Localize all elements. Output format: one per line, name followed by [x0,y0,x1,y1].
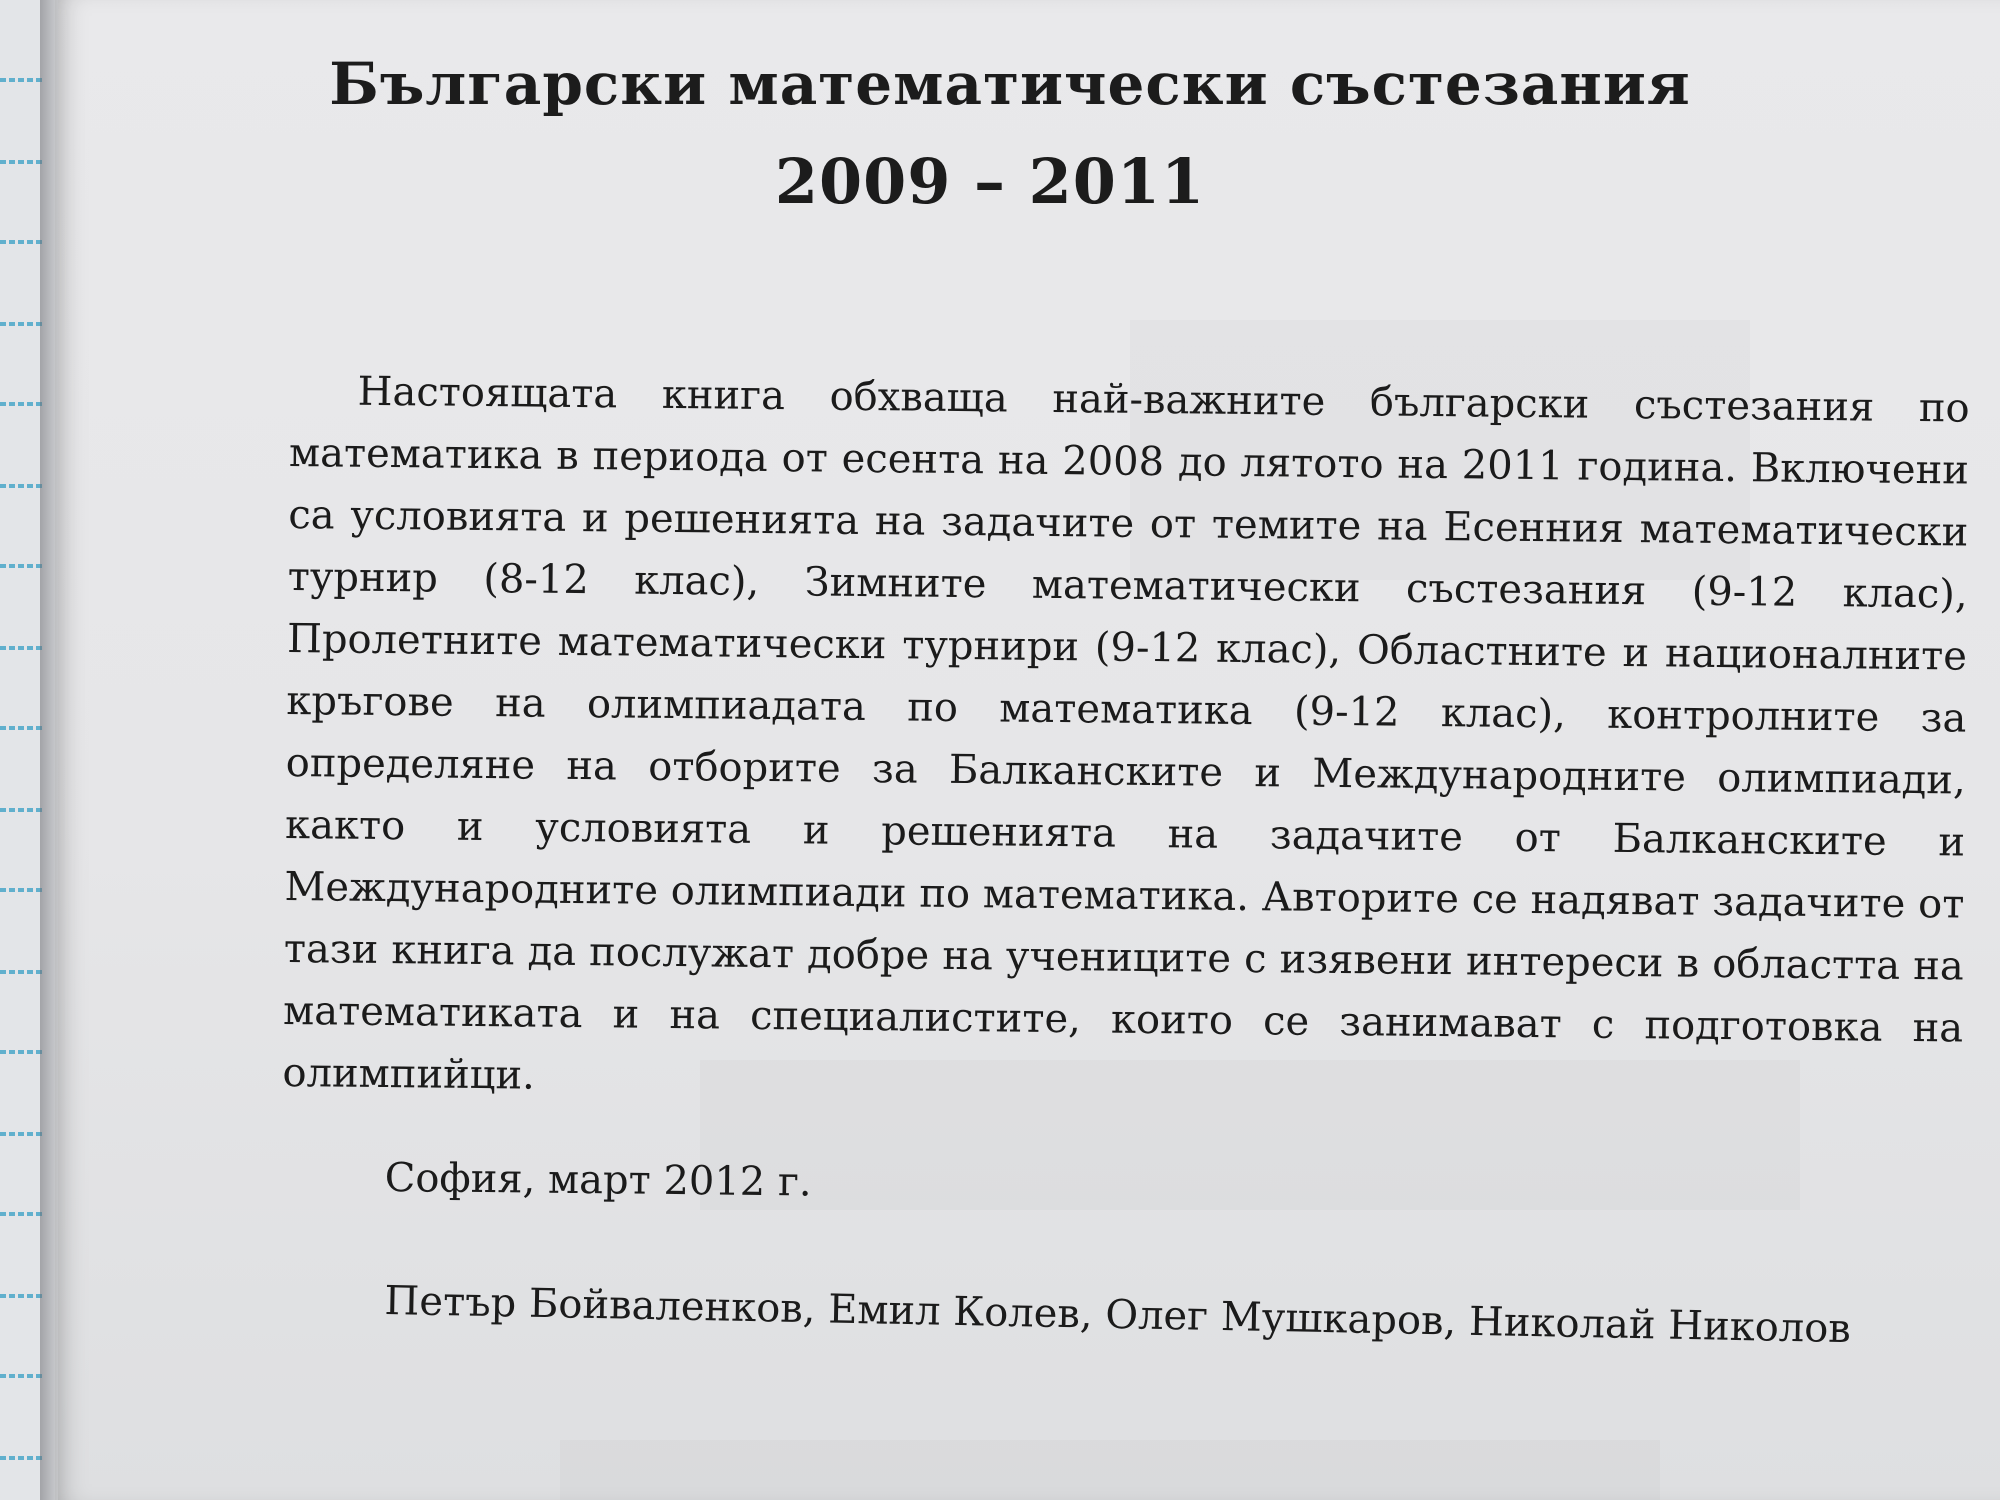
notebook-rule [0,1374,42,1378]
notebook-rule [0,1132,42,1136]
notebook-rule [0,78,42,82]
preface-paragraph: Настоящата книга обхваща най-важните български състезания по математика в периода от есента на 2008 до лятото на 2011 година. Включени са условията и решенията на задачите от темите на Есенния математически турнир (8-12 клас), Зимните математически състезания (9-12 клас), Пролетните математически турнири (9-12 клас), Областните и националните кръгове на олимпиадата по математика (9-12 клас), контролните за определяне на отборите за Балканските и Международните олимпиади, както и условията и решенията на задачите от Балканските и Международните олимпиади по математика. Авторите се надяват задачите от тази книга да послужат добре на учениците с изявени интереси в областта на математиката и на специалистите, които се занимават с подготовка на олимпийци. [282,368,1970,1099]
show-through-shadow [560,1440,1660,1500]
notebook-rule [0,240,42,244]
authors-line: Петър Бойваленков, Емил Колев, Олег Мушкаров, Николай Николов [384,1278,1852,1353]
notebook-rule [0,1212,42,1216]
notebook-rule [0,888,42,892]
notebook-rule [0,970,42,974]
notebook-rule [0,322,42,326]
notebook-rule [0,160,42,164]
notebook-rule [0,808,42,812]
notebook-rule [0,646,42,650]
notebook-rule [0,726,42,730]
notebook-rule [0,1294,42,1298]
notebook-rule [0,1050,42,1054]
place-date: София, март 2012 г. [384,1155,812,1206]
notebook-rule [0,484,42,488]
notebook-rule [0,564,42,568]
book-years: 2009 – 2011 [774,145,1206,218]
notebook-rule [0,1456,42,1460]
notebook-rule [0,402,42,406]
book-title: Български математически състезания [329,50,1691,118]
